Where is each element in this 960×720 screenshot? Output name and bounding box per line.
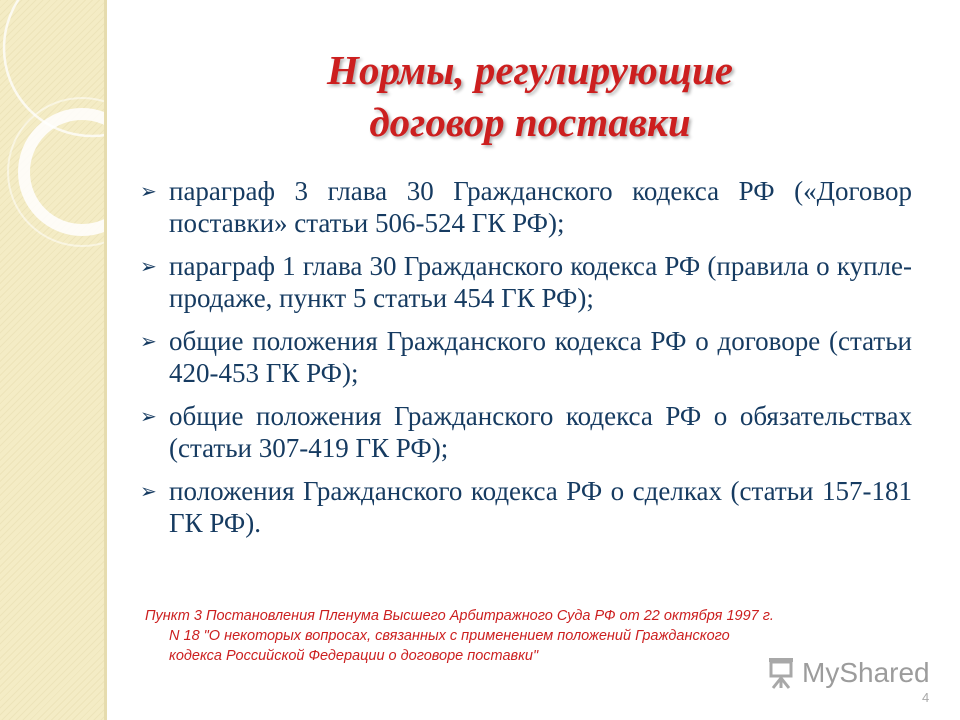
list-item-text: общие положения Гражданского кодекса РФ о обязательствах (статьи 307-419 ГК РФ);	[169, 401, 912, 463]
list-item	[140, 475, 912, 539]
myshared-watermark	[765, 656, 930, 690]
arrow-bullet-icon: ➢	[140, 479, 157, 503]
band-edge-line	[104, 0, 107, 720]
slide-title	[170, 44, 890, 148]
title-line-1: Нормы, регулирующие	[327, 47, 733, 93]
list-item-text: параграф 1 глава 30 Гражданского кодекса РФ (правила о купле-продаже, пункт 5 статьи 454 ГК РФ);	[169, 251, 912, 313]
list-item	[140, 400, 912, 464]
list-item	[140, 250, 912, 314]
list-item-text: общие положения Гражданского кодекса РФ о договоре (статьи 420-453 ГК РФ);	[169, 326, 912, 388]
list-item-text: параграф 3 глава 30 Гражданского кодекса РФ («Договор поставки» статьи 506-524 ГК РФ);	[169, 176, 912, 238]
footnote-line-2: N 18 "О некоторых вопросах, связанных с применением положений Гражданского	[169, 628, 730, 644]
arrow-bullet-icon: ➢	[140, 254, 157, 278]
list-item	[140, 175, 912, 239]
decorative-circles	[0, 0, 107, 720]
title-line-2: договор поставки	[369, 99, 691, 145]
page-number: 4	[922, 690, 930, 705]
arrow-bullet-icon: ➢	[140, 179, 157, 203]
arrow-bullet-icon: ➢	[140, 329, 157, 353]
presentation-board-icon	[765, 656, 797, 690]
norms-list	[140, 175, 912, 550]
footnote-line-1: Пункт 3 Постановления Пленума Высшего Арбитражного Суда РФ от 22 октября 1997 г.	[145, 608, 774, 624]
list-item	[140, 325, 912, 389]
decorative-left-band	[0, 0, 107, 720]
footnote-line-3: кодекса Российской Федерации о договоре поставки"	[169, 648, 539, 664]
arrow-bullet-icon: ➢	[140, 404, 157, 428]
watermark-brand: MyShared	[802, 657, 930, 688]
list-item-text: положения Гражданского кодекса РФ о сделках (статьи 157-181 ГК РФ).	[169, 476, 912, 538]
